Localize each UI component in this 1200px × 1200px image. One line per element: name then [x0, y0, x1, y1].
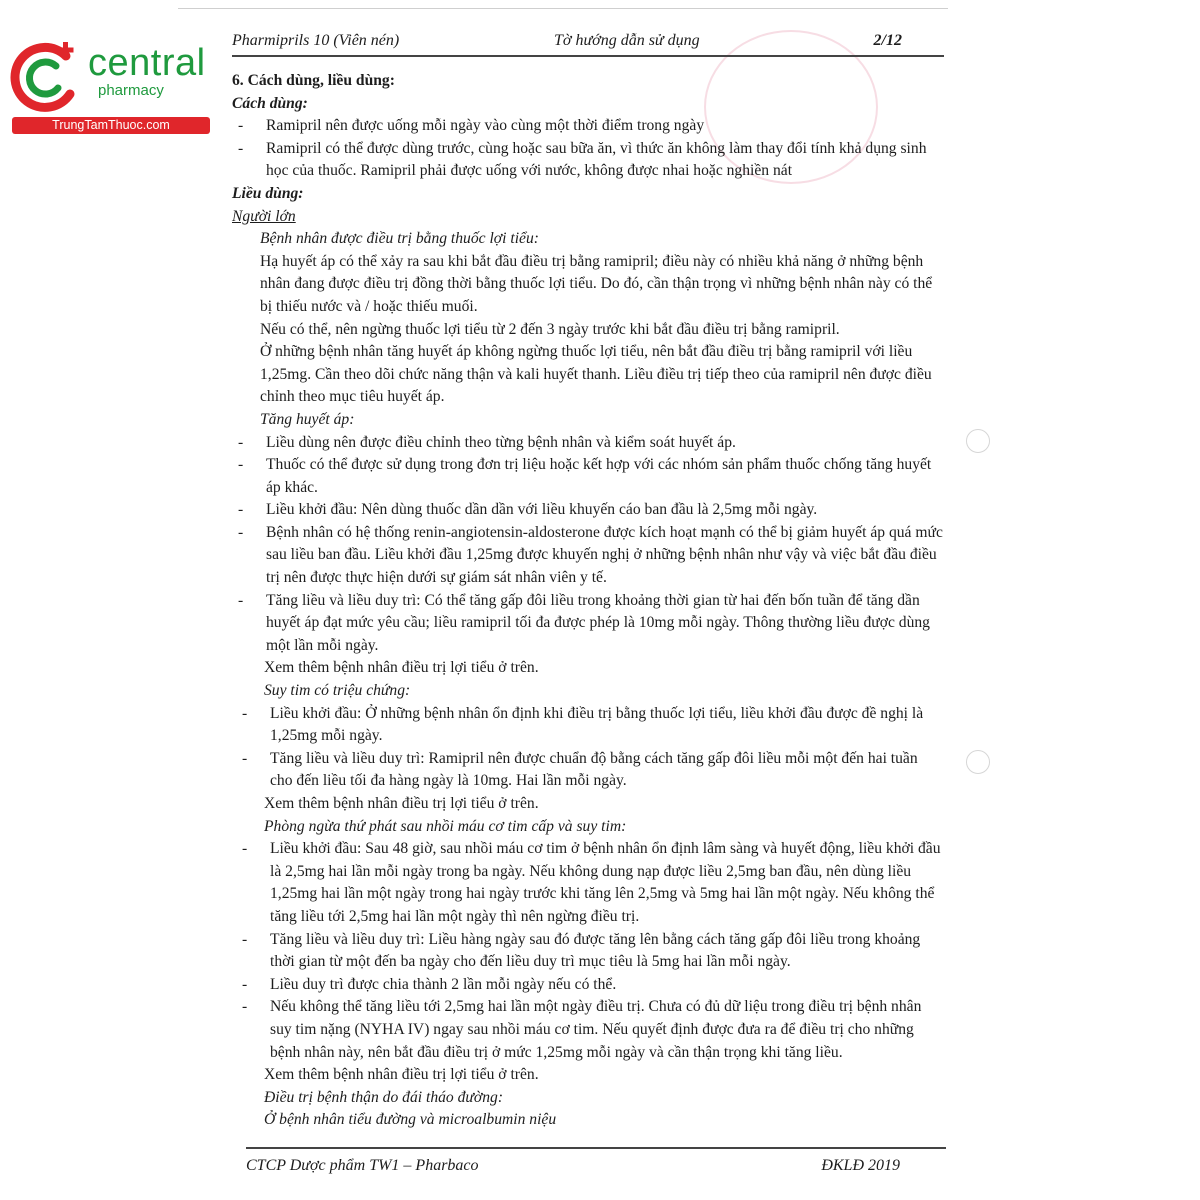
mi-prevention-heading: Phòng ngừa thứ phát sau nhồi máu cơ tim cấp và suy tim: [264, 817, 627, 835]
list-item: - Liều duy trì được chia thành 2 lần mỗi ngày nếu có thể. [232, 974, 944, 997]
list-item: - Thuốc có thể được sử dụng trong đơn trị liệu hoặc kết hợp với các nhóm sản phẩm thuốc chống tăng huyết áp khác. [232, 454, 944, 499]
footer-registration: ĐKLĐ 2019 [821, 1157, 900, 1174]
section-title: 6. Cách dùng, liều dùng: [232, 72, 395, 89]
punch-hole [966, 750, 990, 774]
list-item: - Liều khởi đầu: Sau 48 giờ, sau nhồi máu cơ tim ở bệnh nhân ổn định lâm sàng và huyết động, liều khởi đầu là 2,5mg hai lần mỗi ngày trong ba ngày. Nếu không dung nạp được liều 2,5mg ban đầu, nên dùng liều 1,25mg hai lần một ngày trong hai ngày trước khi tăng lên 2,5mg và 5mg hai lần một ngày. Nếu không thể tăng liều tới 2,5mg hai lần một ngày thì nên ngừng điều trị. [232, 838, 944, 928]
header-doc-type: Tờ hướng dẫn sử dụng [554, 32, 700, 49]
list-item: - Ramipril nên được uống mỗi ngày vào cùng một thời điểm trong ngày [232, 115, 944, 138]
header-page-number: 2/12 [873, 32, 902, 49]
list-item: - Liều khởi đầu: Nên dùng thuốc dần dần với liều khuyến cáo ban đầu là 2,5mg mỗi ngày. [232, 499, 944, 522]
list-item: - Bệnh nhân có hệ thống renin-angiotensin-aldosterone được kích hoạt mạnh có thể bị giảm huyết áp quá mức sau liều ban đầu. Liều khởi đầu 1,25mg được khuyến nghị ở những bệnh nhân như vậy và việc bắt đầu điều trị nên được thực hiện dưới sự giám sát nhân viên y tế. [232, 522, 944, 590]
list-item: - Ramipril có thể được dùng trước, cùng hoặc sau bữa ăn, vì thức ăn không làm thay đổi tính khả dụng sinh học của thuốc. Ramipril phải được uống với nước, không được nhai hoặc nghiền nát [232, 138, 944, 183]
hypertension-heading: Tăng huyết áp: [260, 410, 355, 428]
nephropathy-heading: Điều trị bệnh thận do đái tháo đường: [264, 1088, 504, 1106]
scan-edge-line [178, 8, 948, 9]
logo-mark-icon [8, 36, 88, 116]
punch-hole [966, 429, 990, 453]
list-item: - Liều dùng nên được điều chỉnh theo từng bệnh nhân và kiểm soát huyết áp. [232, 432, 944, 455]
logo-brand-name: central [88, 42, 206, 84]
document-body [232, 70, 944, 1132]
see-also-note: Xem thêm bệnh nhân điều trị lợi tiểu ở trên. [264, 659, 539, 677]
list-item: - Tăng liều và liều duy trì: Ramipril nên được chuẩn độ bằng cách tăng gấp đôi liều mỗi một đến hai tuần cho đến liều tối đa hàng ngày là 10mg. Hai lần mỗi ngày. [232, 748, 944, 793]
paragraph: Ở những bệnh nhân tăng huyết áp không ngừng thuốc lợi tiểu, nên bắt đầu điều trị bằng ramipril với liều 1,25mg. Cần theo dõi chức năng thận và kali huyết thanh. Liều điều trị tiếp theo của ramipril nên được điều chỉnh theo mục tiêu huyết áp. [260, 343, 932, 406]
diuretic-heading: Bệnh nhân được điều trị bằng thuốc lợi tiểu: [260, 230, 539, 248]
paragraph: Hạ huyết áp có thể xảy ra sau khi bắt đầu điều trị bằng ramipril; điều này có nhiều khả năng ở những bệnh nhân đang được điều trị đồng thời bằng thuốc lợi tiểu. Do đó, cần thận trọng vì những bệnh nhân này có thể bị thiếu nước và / hoặc thiếu muối. [260, 252, 933, 315]
paragraph: Ở bệnh nhân tiểu đường và microalbumin niệu [264, 1111, 557, 1129]
adults-heading: Người lớn [232, 207, 296, 225]
logo-brand-sub: pharmacy [98, 82, 164, 99]
dosage-heading: Liều dùng: [232, 184, 304, 202]
list-item: - Tăng liều và liều duy trì: Liều hàng ngày sau đó được tăng lên bằng cách tăng gấp đôi liều trong khoảng thời gian từ một đến ba ngày cho đến liều duy trì mục tiêu là 5mg hai lần mỗi ngày. [232, 929, 944, 974]
logo-url-badge[interactable]: TrungTamThuoc.com [12, 117, 210, 134]
heart-failure-heading: Suy tim có triệu chứng: [264, 682, 411, 700]
list-item: - Tăng liều và liều duy trì: Có thể tăng gấp đôi liều trong khoảng thời gian từ hai đến bốn tuần để tăng dần huyết áp đạt mức yêu cầu; liều ramipril tối đa được phép là 10mg mỗi ngày. Thông thường liều được dùng một lần mỗi ngày. [232, 590, 944, 658]
see-also-note: Xem thêm bệnh nhân điều trị lợi tiểu ở trên. [264, 795, 539, 812]
see-also-note: Xem thêm bệnh nhân điều trị lợi tiểu ở trên. [264, 1066, 539, 1084]
header-divider [232, 55, 944, 57]
page-header [232, 32, 944, 56]
how-to-use-heading: Cách dùng: [232, 94, 308, 112]
footer-divider [246, 1147, 946, 1149]
list-item: - Nếu không thể tăng liều tới 2,5mg hai lần một ngày điều trị. Chưa có đủ dữ liệu trong điều trị bệnh nhân suy tim nặng (NYHA IV) ngay sau nhồi máu cơ tim. Nếu quyết định được đưa ra để điều trị cho những bệnh nhân này, nên bắt đầu điều trị ở mức 1,25mg mỗi ngày và cần thận trọng khi tăng liều. [232, 996, 944, 1064]
paragraph: Nếu có thể, nên ngừng thuốc lợi tiểu từ 2 đến 3 ngày trước khi bắt đầu điều trị bằng ramipril. [260, 320, 840, 338]
list-item: - Liều khởi đầu: Ở những bệnh nhân ổn định khi điều trị bằng thuốc lợi tiểu, liều khởi đầu được đề nghị là 1,25mg mỗi ngày. [232, 703, 944, 748]
footer-company: CTCP Dược phẩm TW1 – Pharbaco [246, 1157, 479, 1174]
header-product: Pharmiprils 10 (Viên nén) [232, 32, 400, 49]
